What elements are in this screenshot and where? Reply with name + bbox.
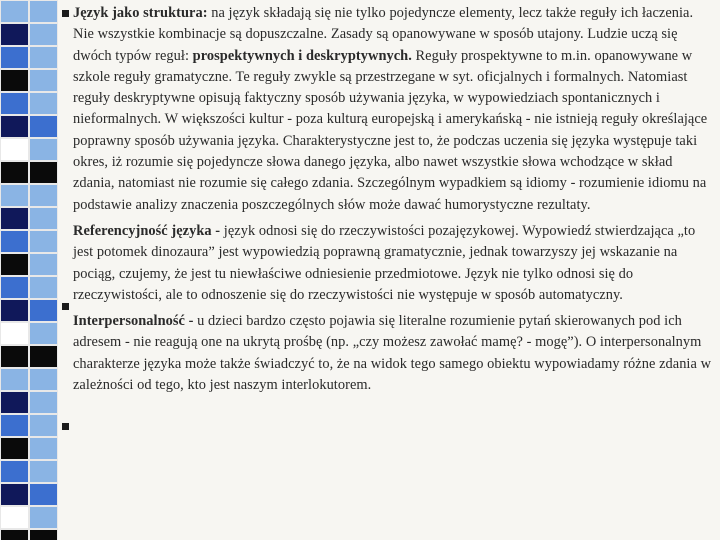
paragraph-text: u dzieci bardzo często pojawia się literalne rozumienie pytań skierowanych pod ich adresem - nie reagują one na ukrytą prośbę (np. „czy możesz zawołać mamę? - mogę”). O interpersonalnym charakterze języka może także świadczyć to, że na widok tego samego obiektu wypowiadamy różne zdania w zależności od tego, kto jest naszym interlokutorem.	[73, 313, 712, 394]
stripe-square	[29, 0, 58, 23]
stripe-square	[29, 391, 58, 414]
stripe-square	[29, 253, 58, 276]
bullet-square-icon	[62, 303, 69, 310]
stripe-square	[29, 69, 58, 92]
stripe-square	[29, 299, 58, 322]
stripe-square	[29, 276, 58, 299]
stripe-square	[29, 529, 58, 540]
stripe-square	[29, 115, 58, 138]
stripe-square	[0, 460, 29, 483]
stripe-square	[0, 253, 29, 276]
stripe-square	[29, 322, 58, 345]
slide-body	[73, 3, 715, 401]
stripe-square	[0, 322, 29, 345]
stripe-square	[0, 414, 29, 437]
stripe-square	[29, 207, 58, 230]
stripe-square	[29, 345, 58, 368]
stripe-square	[29, 460, 58, 483]
stripe-square	[0, 391, 29, 414]
term-interpersonality: Interpersonalność -	[73, 313, 194, 330]
stripe-square	[0, 437, 29, 460]
stripe-square	[0, 46, 29, 69]
paragraph-language-structure	[73, 3, 715, 216]
stripe-square	[29, 414, 58, 437]
stripe-square	[0, 138, 29, 161]
stripe-square	[29, 92, 58, 115]
stripe-square	[0, 115, 29, 138]
stripe-square	[29, 230, 58, 253]
stripe-square	[0, 345, 29, 368]
stripe-square	[29, 46, 58, 69]
decorative-square-stripe	[0, 0, 58, 540]
term-referentiality: Referencyjność języka -	[73, 222, 221, 239]
paragraph-text: język odnosi się do rzeczywistości pozajęzykowej. Wypowiedź stwierdzająca „to jest potomek dinozaura” jest wypowiedzią poprawną gramatycznie, jednak towarzyszy jej wskazanie na pociąg, czujemy, że jest tu niewłaściwe odniesienie przedmiotowe. Język nie tylko odnosi się do rzeczywistości, ale to odnoszenie się do rzeczywistości nie występuje w sposób automatyczny.	[73, 222, 696, 303]
stripe-square	[0, 161, 29, 184]
stripe-square	[0, 529, 29, 540]
paragraph-text: na język składają się nie tylko pojedyncze elementy, lecz także reguły ich łaczenia. Nie wszystkie kombinacje są dopuszczalne. Zasady są opanowywane w sposób utajony. Ludzie uczą się dwóch typów reguł:	[73, 5, 694, 64]
stripe-square	[0, 92, 29, 115]
stripe-square	[29, 161, 58, 184]
paragraph-interpersonality	[73, 311, 715, 396]
paragraph-text: Reguły prospektywne to m.in. opanowywane w szkole reguły gramatyczne. Te reguły zwykle są przestrzegane w syt. oficjalnych i formalnych. Natomiast reguły deskryptywne opisują faktyczny sposób używania języka, w wypowiedziach spontanicznych i nieformalnych. W większości kultur - poza kulturą europejską i amerykańską - nie istnieją reguły określające poprawny sposób używania języka. Charakterystyczne jest to, że podczas uczenia się języka występuje taki okres, iż rozumie się pojedyncze słowa danego języka, albo nawet wszystkie słowa wchodzące w skład zdania, natomiast nie rozumie się całego zdania. Szczególnym wypadkiem są idiomy - rozumienie idiomu na podstawie analizy znaczenia poszczególnych słów może dawać humorystyczne rezultaty.	[73, 47, 708, 213]
stripe-square	[0, 483, 29, 506]
bullet-square-icon	[62, 423, 69, 430]
stripe-square	[29, 184, 58, 207]
stripe-square	[29, 368, 58, 391]
stripe-square	[0, 23, 29, 46]
stripe-square	[29, 138, 58, 161]
bullet-square-icon	[62, 10, 69, 17]
stripe-square	[0, 0, 29, 23]
stripe-square	[0, 184, 29, 207]
paragraph-referentiality	[73, 221, 715, 306]
stripe-square	[0, 69, 29, 92]
stripe-square	[29, 23, 58, 46]
stripe-square	[0, 276, 29, 299]
stripe-square	[0, 207, 29, 230]
term-language-structure: Język jako struktura:	[73, 5, 208, 21]
stripe-square	[0, 506, 29, 529]
stripe-square	[29, 506, 58, 529]
stripe-square	[29, 483, 58, 506]
stripe-square	[29, 437, 58, 460]
stripe-square	[0, 299, 29, 322]
keyword-rule-types: prospektywnych i deskryptywnych.	[192, 47, 412, 64]
stripe-square	[0, 230, 29, 253]
stripe-square	[0, 368, 29, 391]
